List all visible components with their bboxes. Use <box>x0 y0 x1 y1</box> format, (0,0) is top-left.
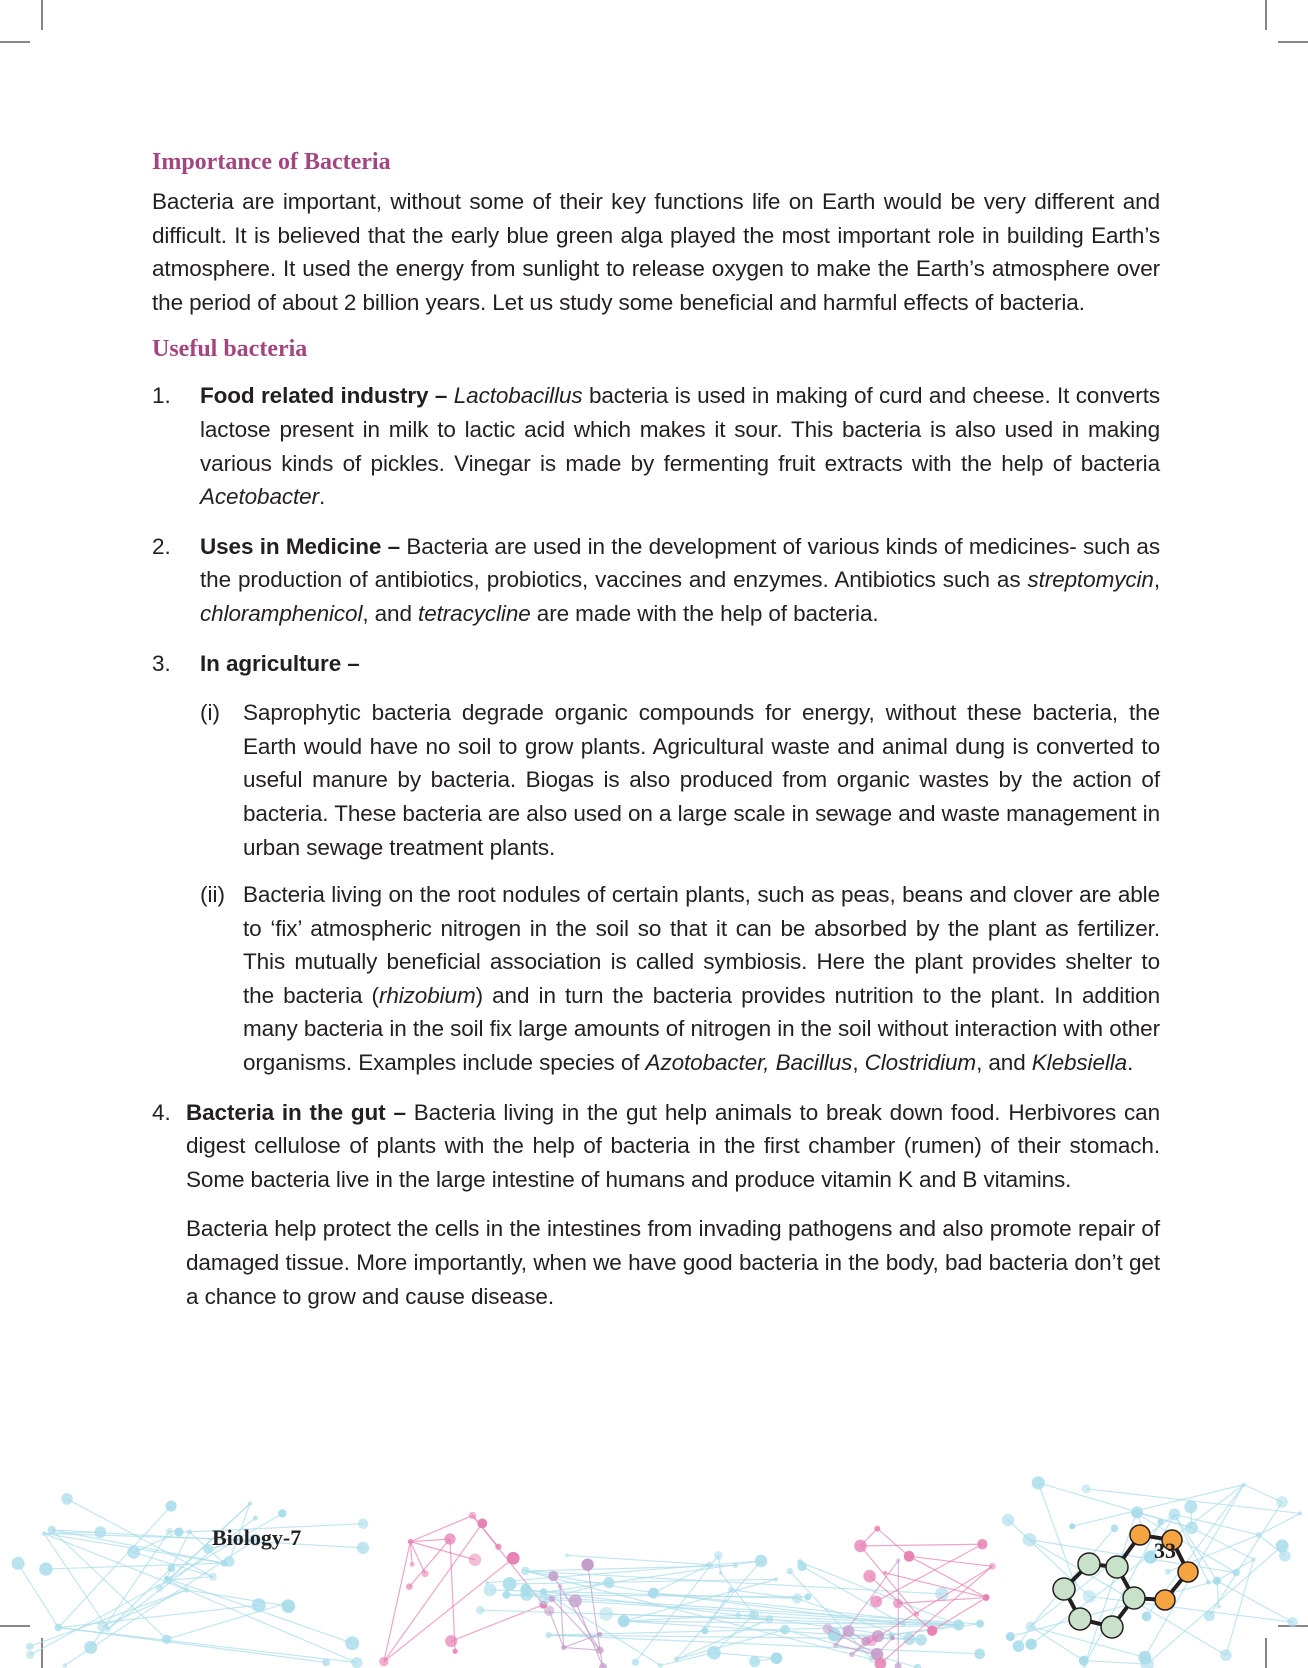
network-node <box>278 1509 286 1517</box>
network-node <box>648 1587 659 1598</box>
network-node <box>485 1581 489 1585</box>
network-link <box>1244 1485 1282 1502</box>
network-node <box>792 1593 802 1603</box>
network-node <box>719 1571 723 1575</box>
network-node <box>983 1594 990 1601</box>
network-node <box>281 1601 287 1607</box>
crop-mark <box>1265 0 1267 30</box>
network-node <box>558 1584 563 1589</box>
network-node <box>1032 1476 1045 1489</box>
network-node <box>224 1556 235 1567</box>
network-node <box>774 1577 778 1581</box>
network-node <box>632 1659 639 1666</box>
useful-bacteria-list <box>152 379 1160 1313</box>
network-node <box>345 1636 359 1650</box>
network-node <box>854 1540 867 1553</box>
network-node <box>569 1594 582 1607</box>
italic-term: Lactobacillus <box>453 383 583 409</box>
list-item-text <box>200 379 1160 513</box>
network-node <box>714 1551 723 1560</box>
list-item-title: Uses in Medicine – <box>200 533 401 559</box>
network-node <box>890 1635 895 1640</box>
network-node <box>870 1596 882 1608</box>
network-node <box>39 1562 52 1575</box>
italic-term: rhizobium <box>378 982 476 1008</box>
network-node <box>1025 1621 1035 1631</box>
network-node <box>893 1598 903 1608</box>
text-run: , and <box>976 1050 1032 1076</box>
network-node <box>883 1571 887 1575</box>
network-node <box>599 1607 613 1621</box>
list-item-text <box>200 647 1160 681</box>
network-link <box>58 1605 258 1627</box>
text-run: are made with the help of bacteria. <box>530 600 879 626</box>
network-node <box>599 1663 607 1668</box>
network-node <box>48 1526 56 1534</box>
network-link <box>1209 1502 1282 1616</box>
network-node <box>12 1557 25 1570</box>
network-node <box>521 1567 529 1575</box>
list-number: 4. <box>152 1099 171 1125</box>
network-node <box>1241 1482 1246 1487</box>
network-node <box>581 1558 593 1570</box>
network-node <box>780 1625 790 1635</box>
network-node <box>707 1646 721 1660</box>
network-node <box>1287 1617 1297 1627</box>
section-heading-importance: Importance of Bacteria <box>152 149 391 175</box>
italic-term: Clostridium <box>864 1050 977 1076</box>
network-node <box>1006 1632 1015 1641</box>
network-node <box>503 1577 517 1591</box>
network-node <box>804 1593 811 1600</box>
crop-mark <box>1278 41 1308 43</box>
network-link <box>1084 1661 1147 1665</box>
network-node <box>351 1657 362 1668</box>
network-node <box>901 1622 905 1626</box>
text-run: Bacteria living in the gut help animals to break down food. Herbivores can digest cellulose of plants with the help of bacteria in the first chamber (rumen) of their stomach. Some bacteria live in the large intestine of humans and produce vitamin K and B vitamins. <box>186 1099 1160 1192</box>
network-node <box>507 1552 520 1565</box>
network-node <box>874 1526 880 1532</box>
list-item-title: Food related industry – <box>200 383 448 409</box>
network-node <box>927 1625 937 1635</box>
network-node <box>1082 1484 1091 1493</box>
network-node <box>422 1570 429 1577</box>
network-link <box>714 1653 777 1659</box>
network-node <box>540 1588 547 1595</box>
italic-term: Klebsiella <box>1031 1050 1128 1076</box>
network-link <box>410 1542 425 1574</box>
network-node <box>658 1663 663 1668</box>
sub-list-item <box>152 878 1160 1080</box>
network-node <box>1013 1640 1025 1652</box>
network-node <box>84 1641 97 1654</box>
text-run: ) and in turn the bacteria provides nutrition to the plant. In addition many bacteria in the soil fix large amounts of nitrogen in the soil without interaction with other organisms. Examples include species of <box>243 982 1161 1076</box>
network-link <box>103 1590 187 1627</box>
network-node <box>253 1516 258 1521</box>
list-item-title: Bacteria in the gut – <box>186 1099 406 1125</box>
network-link <box>860 1544 982 1546</box>
network-node <box>786 1568 792 1574</box>
network-node <box>976 1620 984 1628</box>
network-link <box>52 1530 167 1639</box>
network-node <box>1252 1557 1256 1561</box>
network-node <box>561 1645 566 1650</box>
network-link <box>44 1533 108 1629</box>
network-link <box>186 1590 288 1606</box>
network-node <box>408 1539 413 1544</box>
network-node <box>895 1663 902 1668</box>
network-node <box>1276 1496 1288 1508</box>
sub-list-number: (i) <box>200 700 220 726</box>
text-run: . <box>318 484 326 510</box>
network-node <box>1232 1569 1239 1576</box>
list-item <box>152 1096 1160 1197</box>
network-node <box>166 1528 173 1535</box>
network-node <box>866 1635 877 1646</box>
italic-term: Acetobacter <box>200 484 319 510</box>
network-node <box>977 1539 987 1549</box>
network-link <box>450 1539 455 1651</box>
network-node <box>26 1643 34 1651</box>
list-item-text <box>186 1096 1160 1197</box>
network-link <box>510 1579 777 1584</box>
network-node <box>755 1555 768 1568</box>
network-node <box>484 1584 497 1597</box>
list-item-text <box>200 530 1160 631</box>
network-node <box>728 1587 734 1593</box>
sub-list-item-text <box>243 696 1160 864</box>
network-node <box>42 1531 47 1536</box>
network-node <box>842 1625 854 1637</box>
followup-paragraph: Bacteria help protect the cells in the intestines from invading pathogens and also promote repair of damaged tissue. More importantly, when we have good bacteria in the body, bad bacteria don’t get a chance to grow and cause disease. <box>186 1216 1160 1309</box>
network-node <box>833 1643 838 1648</box>
network-node <box>896 1559 900 1563</box>
network-node <box>735 1612 741 1618</box>
network-node <box>565 1553 569 1557</box>
network-node <box>849 1652 855 1658</box>
network-link <box>410 1516 472 1542</box>
network-node <box>410 1562 415 1567</box>
list-number: 1. <box>152 383 171 409</box>
network-node <box>544 1606 554 1616</box>
network-node <box>904 1551 915 1562</box>
network-node <box>1025 1639 1036 1650</box>
network-node <box>520 1589 532 1601</box>
network-node <box>452 1649 457 1654</box>
network-node <box>503 1591 511 1599</box>
text-run: Bacteria living on the root nodules of certain plants, such as peas, beans and clover are able to ‘fix’ atmospheric nitrogen in the soil so that it can be absorbed by the plant as fertilizer. This mutually beneficial association is called symbiosis. Here the plant provides shelter to the bacteria ( <box>243 882 1160 1008</box>
network-node <box>495 1544 501 1550</box>
network-node <box>989 1563 996 1570</box>
network-node <box>1255 1532 1261 1538</box>
network-node <box>167 1564 175 1572</box>
list-item-followup <box>152 1212 1160 1313</box>
network-node <box>1298 1511 1302 1515</box>
network-node <box>26 1651 34 1659</box>
network-link <box>409 1539 450 1587</box>
text-run: , <box>852 1050 865 1076</box>
network-node <box>164 1576 169 1581</box>
italic-term: streptomycin <box>1027 567 1154 593</box>
network-node <box>548 1571 558 1581</box>
hexagon-molecule-logo-icon <box>1050 1500 1220 1650</box>
list-item <box>152 379 1160 513</box>
network-node <box>674 1657 679 1662</box>
network-node <box>914 1664 921 1668</box>
crop-mark <box>41 0 43 30</box>
network-node <box>823 1624 833 1634</box>
network-node <box>209 1573 217 1581</box>
network-node <box>1220 1649 1232 1661</box>
network-node <box>252 1598 266 1612</box>
network-node <box>1276 1539 1289 1552</box>
text-run: bacteria is used in making of curd and cheese. It converts lactose present in milk to lactic acid which makes it sour. This bacteria is also used in making various kinds of pickles. Vinegar is made by fermenting fruit extracts with the help of bacteria <box>200 383 1160 476</box>
italic-term: tetracycline <box>418 600 531 626</box>
network-node <box>469 1553 482 1566</box>
list-item-title: In agriculture – <box>200 650 360 676</box>
network-node <box>162 1634 172 1644</box>
text-run: Saprophytic bacteria degrade organic compounds for energy, without these bacteria, the Earth would have no soil to grow plants. Agricultural waste and animal dung is converted to useful manure by bacteria. Biogas is also produced from organic wastes by the action of bacteria. These bacteria are also used on a large scale in sewage and waste management in urban sewage treatment plants. <box>243 700 1160 860</box>
network-node <box>469 1512 476 1519</box>
network-node <box>358 1518 368 1528</box>
network-node <box>596 1647 603 1654</box>
network-node <box>706 1561 712 1567</box>
network-node <box>749 1656 760 1667</box>
network-node <box>477 1518 487 1528</box>
network-node <box>94 1526 106 1538</box>
network-node <box>914 1611 919 1616</box>
network-node <box>953 1619 964 1630</box>
network-node <box>184 1587 189 1592</box>
network-node <box>974 1648 985 1659</box>
network-link <box>880 1566 992 1663</box>
network-node <box>1023 1533 1037 1547</box>
network-node <box>444 1533 455 1544</box>
network-node <box>549 1596 555 1602</box>
network-link <box>18 1563 58 1627</box>
network-node <box>322 1659 330 1667</box>
network-node <box>765 1615 773 1623</box>
crop-mark <box>0 41 30 43</box>
footer-book-title: Biology-7 <box>212 1525 302 1550</box>
sub-list-number: (ii) <box>200 882 225 908</box>
intro-paragraph: Bacteria are important, without some of their key functions life on Earth would be very different and difficult. It is believed that the early blue green alga played the most important role in building Earth’s atmosphere. It used the energy from sunlight to release oxygen to make the Earth’s atmosphere over the period of about 2 billion years. Let us study some beneficial and harmful effects of bacteria. <box>152 189 1160 315</box>
network-node <box>357 1542 369 1554</box>
network-node <box>915 1634 927 1646</box>
network-link <box>1259 1513 1301 1535</box>
network-node <box>476 1606 485 1615</box>
network-node <box>156 1584 164 1592</box>
italic-term: chloramphenicol <box>200 600 363 626</box>
network-node <box>62 1663 67 1668</box>
text-run: . <box>1127 1050 1134 1076</box>
italic-term: Azotobacter, Bacillus <box>645 1050 853 1076</box>
network-node <box>603 1577 614 1588</box>
network-node <box>1082 1664 1086 1668</box>
sub-list-item <box>152 696 1160 864</box>
network-node <box>749 1610 759 1620</box>
network-node <box>174 1528 183 1537</box>
network-node <box>187 1529 192 1534</box>
network-node <box>61 1493 73 1505</box>
network-node <box>1002 1514 1014 1526</box>
network-node <box>597 1632 602 1637</box>
network-node <box>733 1563 738 1568</box>
network-link <box>410 1542 475 1560</box>
section-heading-useful-bacteria: Useful bacteria <box>152 336 308 363</box>
network-node <box>445 1635 457 1647</box>
page-content <box>152 144 1160 1313</box>
network-node <box>97 1621 108 1632</box>
list-item <box>152 530 1160 631</box>
network-node <box>248 1502 252 1506</box>
list-item <box>152 647 1160 681</box>
network-node <box>127 1546 140 1559</box>
network-node <box>618 1615 630 1627</box>
network-node <box>701 1627 708 1634</box>
network-node <box>863 1570 876 1583</box>
network-node <box>406 1583 413 1590</box>
list-number: 2. <box>152 533 171 559</box>
network-node <box>545 1632 551 1638</box>
network-node <box>166 1501 177 1512</box>
page-number: 33 <box>1154 1538 1176 1563</box>
list-number: 3. <box>152 650 171 676</box>
network-link <box>877 1529 909 1557</box>
network-node <box>379 1657 388 1666</box>
network-node <box>54 1624 62 1632</box>
network-link <box>525 1566 735 1571</box>
text-run: , <box>1153 567 1160 593</box>
text-run: , and <box>362 600 419 626</box>
sub-list-item-text <box>243 878 1160 1080</box>
network-node <box>771 1652 783 1664</box>
text-run: Bacteria are used in the development of various kinds of medicines- such as the production of antibiotics, probiotics, vaccines and enzymes. Antibiotics such as <box>200 533 1160 593</box>
network-node <box>797 1559 803 1565</box>
